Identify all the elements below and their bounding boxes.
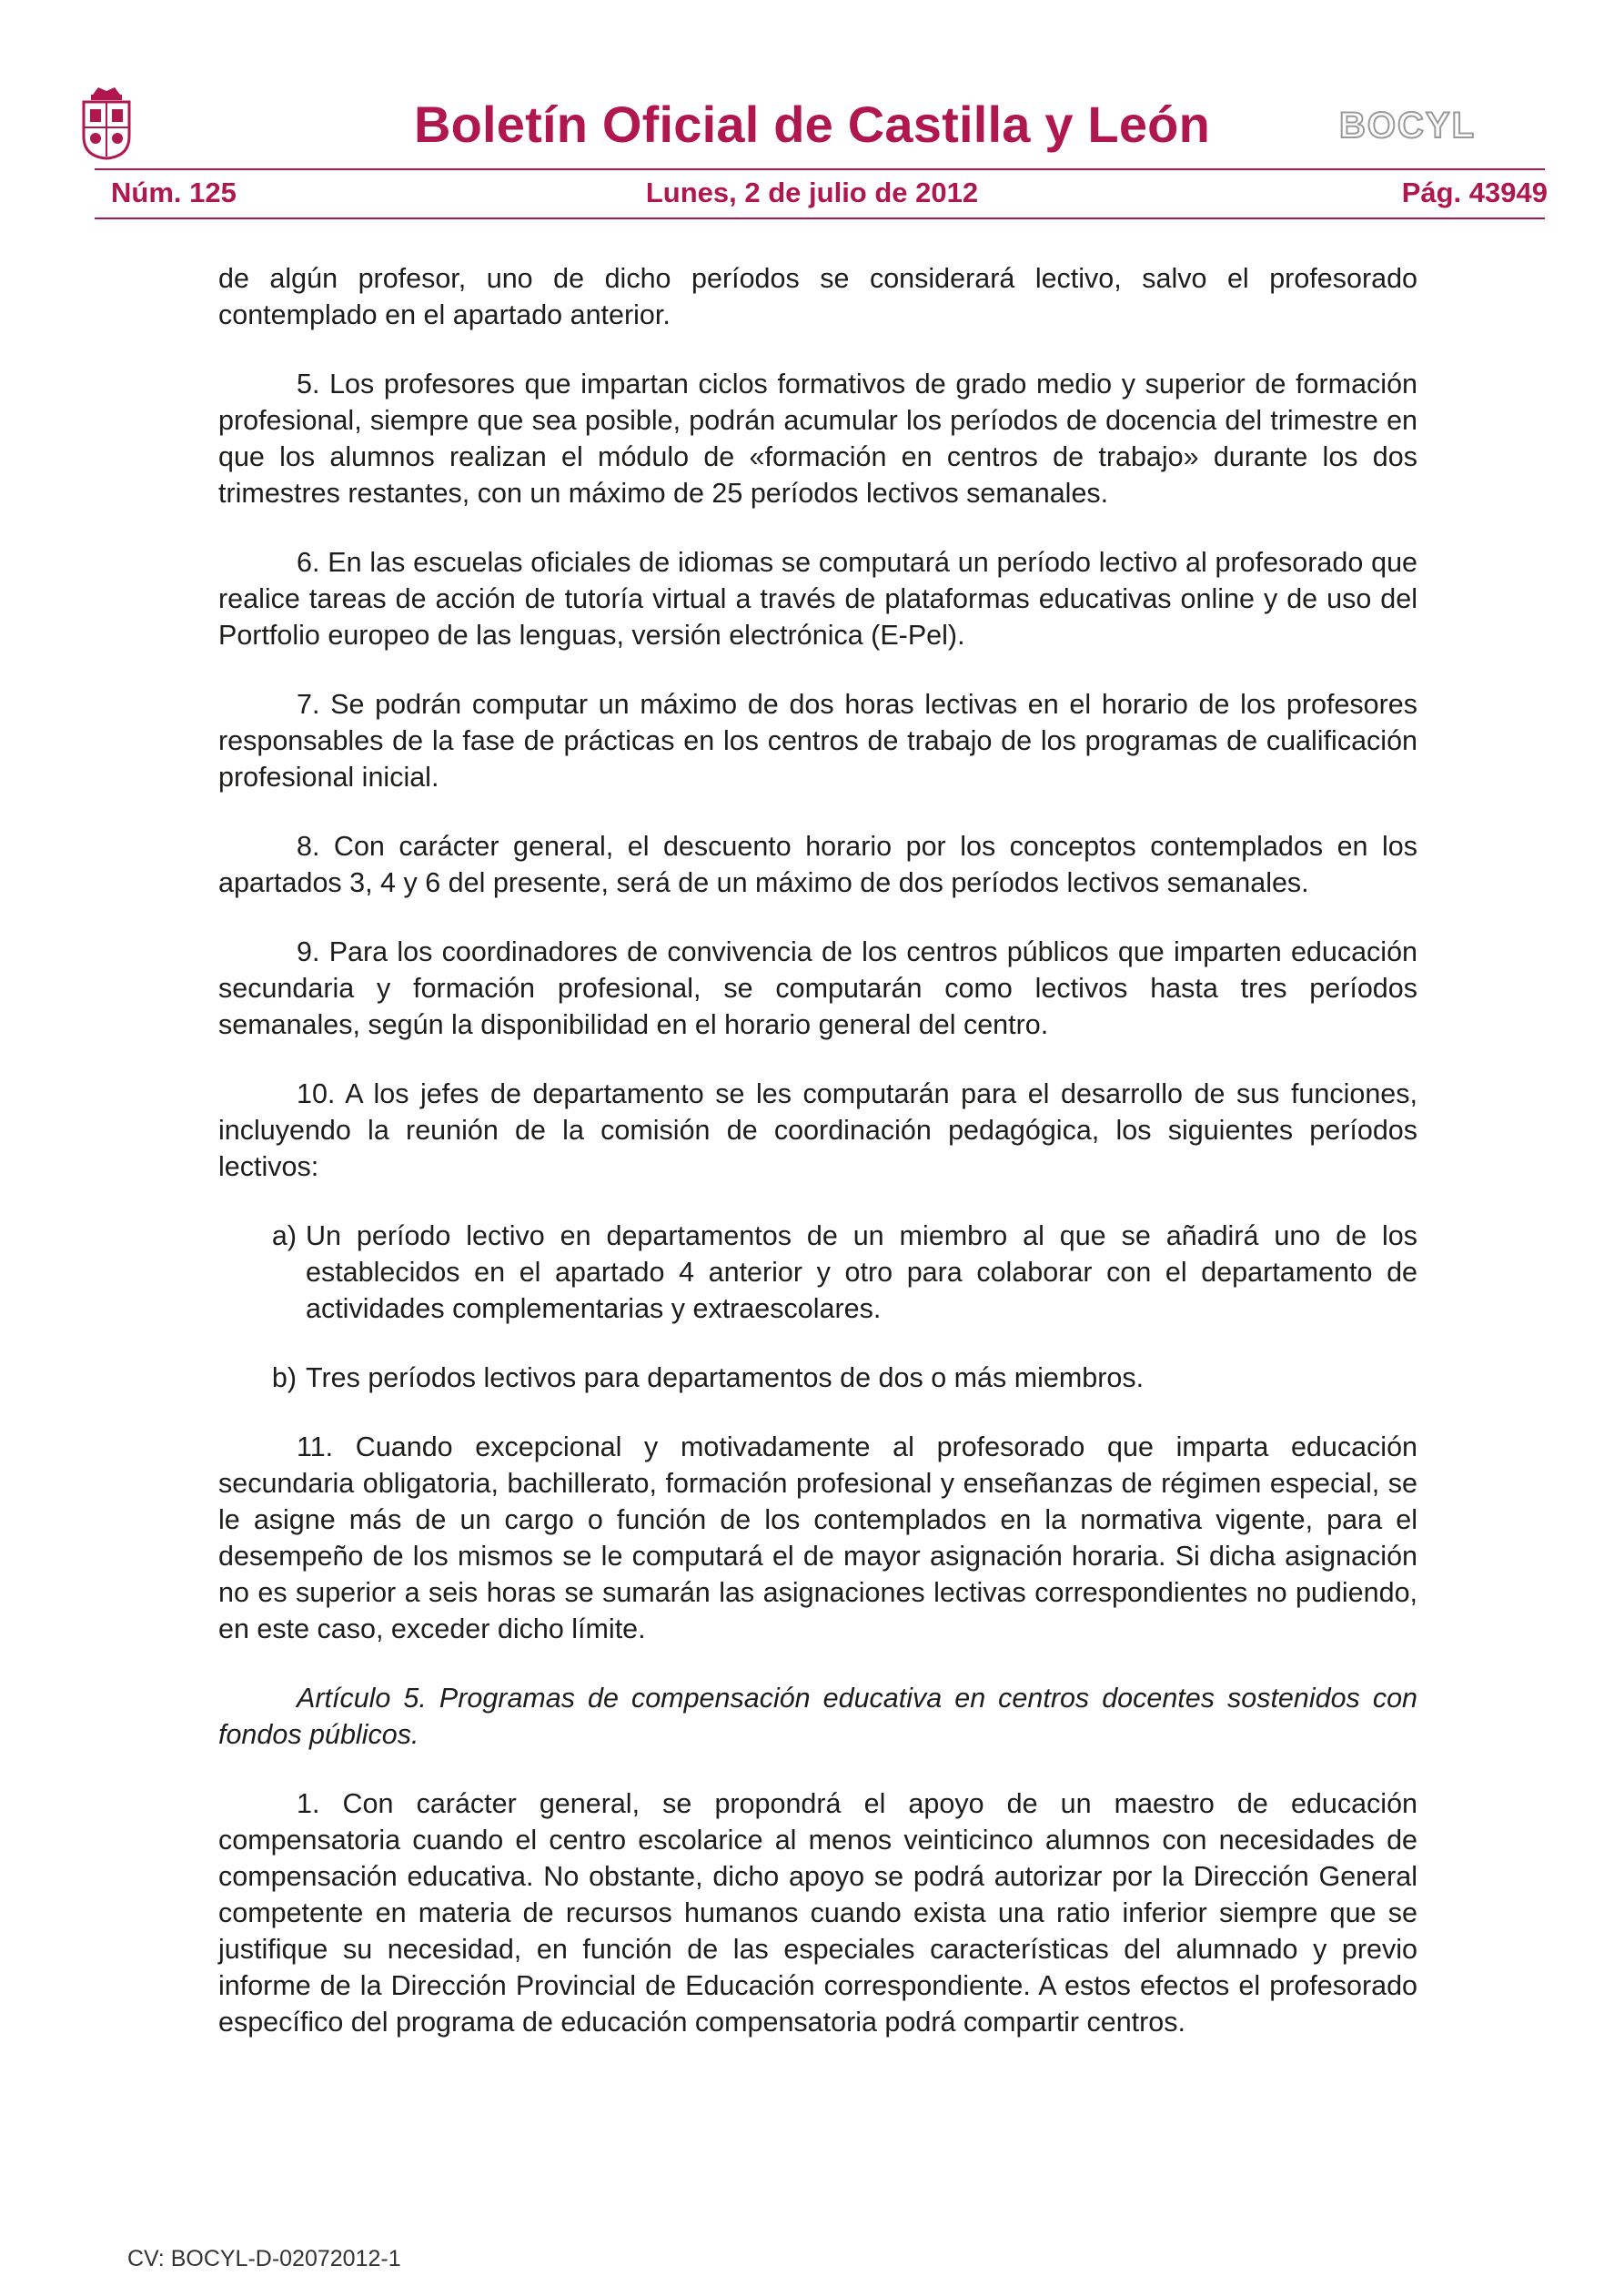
paragraph-5: 5. Los profesores que impartan ciclos formativos de grado medio y superior de formación profesional, siempre que sea posible, podrán acumular los períodos de docencia del trimestre en que los alumnos realizan el módulo de «formación en centros de trabajo» durante los dos trimestres restantes, con un máximo de 25 períodos lectivos semanales. [218,369,1417,509]
issue-number: Núm. 125 [111,177,237,208]
document-code: CV: BOCYL-D-02072012-1 [127,2246,401,2271]
list-text: Un período lectivo en departamentos de un miembro al que se añadirá uno de los establecidos en el apartado 4 anterior y otro para colaborar con el departamento de actividades complementarias y extraescolares. [306,1220,1417,1324]
list-item [218,1218,1417,1327]
page-number: Pág. 43949 [1401,177,1548,208]
paragraph-6: 6. En las escuelas oficiales de idiomas se computará un período lectivo al profesorado que realice tareas de acción de tutoría virtual a través de plataformas educativas online y de uso del Portfolio europeo de las lenguas, versión electrónica (E-Pel). [218,547,1417,651]
list-marker: a) [271,1220,297,1251]
list-text: Tres períodos lectivos para departamentos de dos o más miembros. [306,1362,1145,1393]
header-rule-bottom [95,217,1545,219]
paragraph-10: 10. A los jefes de departamento se les computarán para el desarrollo de sus funciones, incluyendo la reunión de la comisión de coordinación pedagógica, los siguientes períodos lectivos: [218,1078,1417,1182]
paragraph-continuation: de algún profesor, uno de dicho períodos se considerará lectivo, salvo el profesorado contemplado en el apartado anterior. [218,263,1417,330]
list-item [218,1360,1417,1396]
article-heading: Artículo 5. Programas de compensación educativa en centros docentes sostenidos con fondos públicos. [218,1683,1417,1750]
issue-date: Lunes, 2 de julio de 2012 [645,177,979,208]
list-marker: b) [271,1362,297,1393]
paragraph-11: 11. Cuando excepcional y motivadamente al profesorado que imparta educación secundaria obligatoria, bachillerato, formación profesional y enseñanzas de régimen especial, se le asigne más de un cargo o función de los contemplados en la normativa vigente, para el desempeño de los mismos se le computará el de mayor asignación horaria. Si dicha asignación no es superior a seis horas se sumarán las asignaciones lectivas correspondientes no pudiendo, en este caso, exceder dicho límite. [218,1431,1417,1644]
paragraph-8: 8. Con carácter general, el descuento horario por los conceptos contemplados en los apartados 3, 4 y 6 del presente, será de un máximo de dos períodos lectivos semanales. [218,831,1417,898]
document-body [218,260,1417,2073]
paragraph-9: 9. Para los coordinadores de convivencia de los centros públicos que imparten educación secundaria y formación profesional, se computarán como lectivos hasta tres períodos semanales, según la disponibilidad en el horario general del centro. [218,936,1417,1040]
bocyl-logo: BOCYL [1339,106,1476,146]
paragraph-7: 7. Se podrán computar un máximo de dos horas lectivas en el horario de los profesores responsables de la fase de prácticas en los centros de trabajo de los programas de cualificación profesional inicial. [218,689,1417,793]
article-5-paragraph-1: 1. Con carácter general, se propondrá el apoyo de un maestro de educación compensatoria cuando el centro escolarice al menos veinticinco alumnos con necesidades de compensación educativa. No obstante, dicho apoyo se podrá autorizar por la Dirección General competente en materia de recursos humanos cuando exista una ratio inferior siempre que se justifique su necesidad, en función de las especiales características del alumnado y previo informe de la Dirección Provincial de Educación correspondiente. A estos efectos el profesorado específico del programa de educación compensatoria podrá compartir centros. [218,1788,1417,2038]
page-title: Boletín Oficial de Castilla y León [414,96,1210,153]
header-rule-top [95,168,1545,170]
